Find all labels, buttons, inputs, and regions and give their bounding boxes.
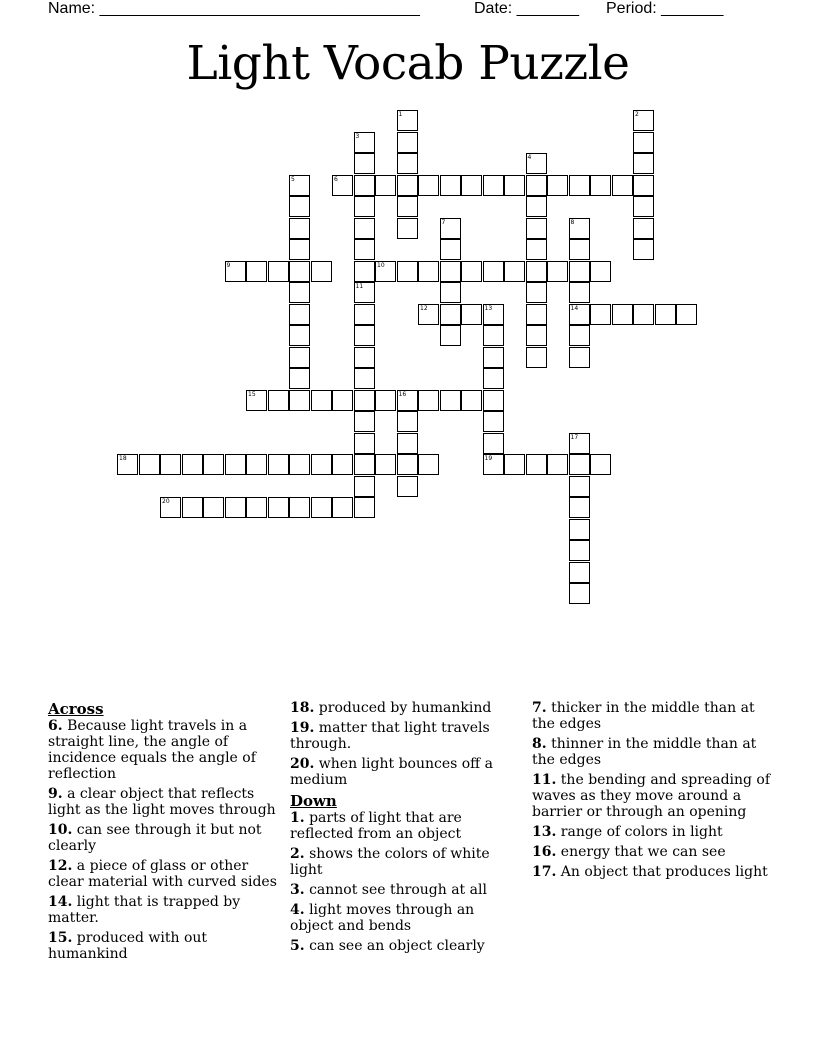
crossword-cell[interactable] [354,132,375,153]
crossword-cell[interactable] [590,304,611,325]
crossword-cell[interactable] [526,282,547,303]
clue-item [290,720,522,752]
crossword-cell[interactable] [354,239,375,260]
crossword-cell[interactable] [397,454,418,475]
crossword-cell[interactable] [397,433,418,454]
crossword-cell[interactable] [268,454,289,475]
clue-number: 18 [119,455,127,462]
date-field[interactable]: Date: _______ [474,0,579,17]
clue-number: 4 [527,154,532,161]
crossword-cell[interactable] [354,175,375,196]
crossword-cell[interactable] [655,304,676,325]
crossword-cell[interactable] [526,196,547,217]
crossword-cell[interactable] [461,261,482,282]
crossword-cell[interactable] [332,497,353,518]
clue-item [532,844,772,860]
clue-text: parts of light that are reflected from an object [290,810,462,842]
crossword-cell[interactable] [354,411,375,432]
clue-number-label: 15. [48,930,73,946]
crossword-cell[interactable] [504,175,525,196]
crossword-cell[interactable] [440,175,461,196]
crossword-cell[interactable] [418,304,439,325]
crossword-cell[interactable] [461,175,482,196]
crossword-cell[interactable] [311,497,332,518]
crossword-cell[interactable] [418,390,439,411]
clue-number-label: 1. [290,810,305,826]
crossword-cell[interactable] [547,454,568,475]
clue-number-label: 6. [48,718,63,734]
clue-number: 14 [570,304,579,312]
crossword-cell[interactable] [354,433,375,454]
period-field[interactable]: Period: _______ [606,0,724,17]
clue-text: produced by humankind [314,700,492,716]
clue-item [290,810,522,842]
crossword-cell[interactable] [504,454,525,475]
clue-number: 11 [355,283,364,290]
crossword-cell[interactable] [203,497,224,518]
crossword-cell[interactable] [526,239,547,260]
clue-number: 9 [226,261,231,269]
crossword-cell[interactable] [311,261,332,282]
crossword-cell[interactable] [289,218,310,239]
clue-number: 19 [484,455,493,462]
crossword-cell[interactable] [332,175,353,196]
clue-number-label: 16. [532,844,557,860]
crossword-cell[interactable] [418,454,439,475]
clue-text: light moves through an object and bends [290,902,475,934]
clue-number: 5 [291,175,295,183]
crossword-cell[interactable] [569,583,590,604]
crossword-cell[interactable] [289,304,310,325]
crossword-cell[interactable] [483,261,504,282]
crossword-cell[interactable] [569,497,590,518]
clue-text: produced with out humankind [48,930,208,962]
crossword-cell[interactable] [289,497,310,518]
clue-number-label: 3. [290,882,305,898]
clue-number-label: 18. [290,700,315,716]
crossword-cell[interactable] [526,347,547,368]
crossword-cell[interactable] [246,261,267,282]
crossword-cell[interactable] [139,454,160,475]
crossword-cell[interactable] [569,239,590,260]
clue-number: 6 [334,175,338,183]
clues-column-1 [48,700,280,966]
crossword-cell[interactable] [397,175,418,196]
crossword-cell[interactable] [461,304,482,325]
crossword-cell[interactable] [569,454,590,475]
clue-text: the bending and spreading of waves as they move around a barrier or through an opening [532,772,771,820]
crossword-cell[interactable] [569,519,590,540]
crossword-cell[interactable] [182,497,203,518]
clue-number-label: 19. [290,720,315,736]
clue-text: thinner in the middle than at the edges [532,736,757,768]
crossword-cell[interactable] [397,196,418,217]
clue-item [48,930,280,962]
clue-text: range of colors in light [556,824,723,840]
crossword-cell[interactable] [440,304,461,325]
clue-item [48,822,280,854]
crossword-cell[interactable] [375,261,396,282]
crossword-cell[interactable] [440,282,461,303]
crossword-cell[interactable] [440,261,461,282]
clue-text: a clear object that reflects light as the light moves through [48,786,276,818]
crossword-cell[interactable] [590,454,611,475]
clues-column-2 [290,700,522,958]
crossword-cell[interactable] [354,153,375,174]
clue-item [290,882,522,898]
clue-item [290,700,522,716]
crossword-cell[interactable] [526,261,547,282]
crossword-cell[interactable] [590,175,611,196]
clues-column-3 [532,700,772,884]
crossword-cell[interactable] [332,454,353,475]
crossword-cell[interactable] [289,347,310,368]
crossword-cell[interactable] [354,218,375,239]
crossword-cell[interactable] [354,476,375,497]
crossword-cell[interactable] [569,218,590,239]
crossword-cell[interactable] [633,239,654,260]
crossword-cell[interactable] [289,282,310,303]
crossword-cell[interactable] [461,390,482,411]
crossword-cell[interactable] [375,175,396,196]
crossword-cell[interactable] [526,454,547,475]
crossword-cell[interactable] [397,476,418,497]
crossword-cell[interactable] [354,282,375,303]
crossword-cell[interactable] [569,540,590,561]
crossword-cell[interactable] [289,390,310,411]
clue-number: 10 [377,261,385,269]
crossword-cell[interactable] [289,239,310,260]
crossword-cell[interactable] [225,497,246,518]
crossword-cell[interactable] [246,390,267,411]
crossword-cell[interactable] [440,325,461,346]
crossword-cell[interactable] [289,261,310,282]
clue-text: shows the colors of white light [290,846,490,878]
across-heading: Across [48,700,104,718]
clue-text: matter that light travels through. [290,720,490,752]
crossword-cell[interactable] [633,304,654,325]
crossword-cell[interactable] [354,347,375,368]
crossword-cell[interactable] [633,110,654,131]
crossword-cell[interactable] [483,411,504,432]
clue-item [290,846,522,878]
crossword-cell[interactable] [526,304,547,325]
crossword-cell[interactable] [526,218,547,239]
clue-item [290,938,522,954]
clue-item [532,736,772,768]
crossword-cell[interactable] [354,261,375,282]
crossword-cell[interactable] [289,454,310,475]
crossword-cell[interactable] [160,497,181,518]
clue-number-label: 20. [290,756,315,772]
clue-number: 16 [398,390,407,398]
clue-text: Because light travels in a straight line, the angle of incidence equals the angle of reflection [48,718,256,782]
crossword-cell[interactable] [483,368,504,389]
crossword-cell[interactable] [289,175,310,196]
clue-number: 13 [484,304,493,312]
clue-item [48,894,280,926]
crossword-cell[interactable] [354,304,375,325]
crossword-cell[interactable] [354,497,375,518]
crossword-cell[interactable] [612,304,633,325]
crossword-cell[interactable] [483,175,504,196]
crossword-cell[interactable] [354,454,375,475]
crossword-cell[interactable] [569,282,590,303]
crossword-cell[interactable] [354,325,375,346]
crossword-cell[interactable] [289,325,310,346]
clue-text: when light bounces off a medium [290,756,493,788]
crossword-cell[interactable] [268,261,289,282]
clue-number-label: 10. [48,822,73,838]
crossword-cell[interactable] [590,261,611,282]
crossword-cell[interactable] [569,476,590,497]
clue-item [48,786,280,818]
clue-number: 17 [570,433,579,441]
crossword-cell[interactable] [397,153,418,174]
clue-item [532,700,772,732]
crossword-cell[interactable] [354,196,375,217]
crossword-cell[interactable] [375,390,396,411]
clue-number-label: 2. [290,846,305,862]
crossword-cell[interactable] [569,261,590,282]
crossword-cell[interactable] [569,304,590,325]
clue-item [48,718,280,782]
crossword-cell[interactable] [633,132,654,153]
crossword-cell[interactable] [203,454,224,475]
crossword-cell[interactable] [311,454,332,475]
crossword-cell[interactable] [397,261,418,282]
clue-text: a piece of glass or other clear material with curved sides [48,858,277,890]
clue-number-label: 8. [532,736,547,752]
crossword-cell[interactable] [569,562,590,583]
crossword-cell[interactable] [397,110,418,131]
crossword-cell[interactable] [397,390,418,411]
crossword-cell[interactable] [289,368,310,389]
crossword-cell[interactable] [397,411,418,432]
clue-text: energy that we can see [556,844,726,860]
clue-number-label: 7. [532,700,547,716]
crossword-cell[interactable] [676,304,697,325]
crossword-cell[interactable] [633,175,654,196]
clue-item [532,824,772,840]
crossword-cell[interactable] [633,196,654,217]
clue-number-label: 11. [532,772,557,788]
clue-text: light that is trapped by matter. [48,894,241,926]
clue-number-label: 5. [290,938,305,954]
down-heading: Down [290,792,337,810]
clue-number: 7 [441,218,446,226]
crossword-cell[interactable] [225,454,246,475]
crossword-cell[interactable] [268,497,289,518]
clue-item [48,858,280,890]
crossword-cell[interactable] [354,390,375,411]
crossword-cell[interactable] [117,454,138,475]
clue-number-label: 13. [532,824,557,840]
clue-number-label: 14. [48,894,73,910]
crossword-cell[interactable] [483,304,504,325]
name-field[interactable]: Name: ____________________________________ [48,0,420,17]
clue-number-label: 17. [532,864,557,880]
crossword-cell[interactable] [569,347,590,368]
clue-number-label: 12. [48,858,73,874]
crossword-cell[interactable] [440,218,461,239]
crossword-cell[interactable] [483,347,504,368]
crossword-cell[interactable] [332,390,353,411]
crossword-cell[interactable] [633,218,654,239]
crossword-cell[interactable] [182,454,203,475]
clue-text: can see through it but not clearly [48,822,262,854]
crossword-cell[interactable] [268,390,289,411]
crossword-cell[interactable] [526,175,547,196]
clue-text: cannot see through at all [304,882,487,898]
crossword-cell[interactable] [526,153,547,174]
clue-number-label: 4. [290,902,305,918]
crossword-cell[interactable] [526,325,547,346]
clue-number: 12 [420,304,428,312]
crossword-cell[interactable] [569,433,590,454]
crossword-cell[interactable] [569,175,590,196]
crossword-cell[interactable] [375,454,396,475]
crossword-cell[interactable] [440,239,461,260]
crossword-cell[interactable] [633,153,654,174]
crossword-cell[interactable] [246,497,267,518]
clue-number: 2 [635,111,639,118]
clue-number: 8 [570,218,575,226]
crossword-cell[interactable] [569,325,590,346]
clue-item [290,756,522,788]
crossword-cell[interactable] [354,368,375,389]
clue-item [532,864,772,880]
crossword-cell[interactable] [547,175,568,196]
crossword-cell[interactable] [612,175,633,196]
crossword-cell[interactable] [160,454,181,475]
clue-text: thicker in the middle than at the edges [532,700,755,732]
crossword-cell[interactable] [418,261,439,282]
clue-number: 1 [398,111,403,118]
crossword-cell[interactable] [483,325,504,346]
crossword-cell[interactable] [504,261,525,282]
clue-text: An object that produces light [556,864,768,880]
crossword-cell[interactable] [225,261,246,282]
clue-text: can see an object clearly [304,938,485,954]
crossword-cell[interactable] [483,390,504,411]
crossword-cell[interactable] [440,390,461,411]
clue-number-label: 9. [48,786,63,802]
page-title: Light Vocab Puzzle [186,36,630,91]
crossword-cell[interactable] [483,454,504,475]
crossword-cell[interactable] [418,175,439,196]
clue-number: 3 [355,132,360,140]
crossword-cell[interactable] [397,218,418,239]
crossword-cell[interactable] [547,261,568,282]
clue-item [290,902,522,934]
clue-number: 15 [248,390,256,398]
crossword-cell[interactable] [311,390,332,411]
crossword-cell[interactable] [246,454,267,475]
crossword-cell[interactable] [397,132,418,153]
crossword-cell[interactable] [289,196,310,217]
crossword-cell[interactable] [483,433,504,454]
clue-number: 20 [162,498,170,505]
clue-item [532,772,772,820]
